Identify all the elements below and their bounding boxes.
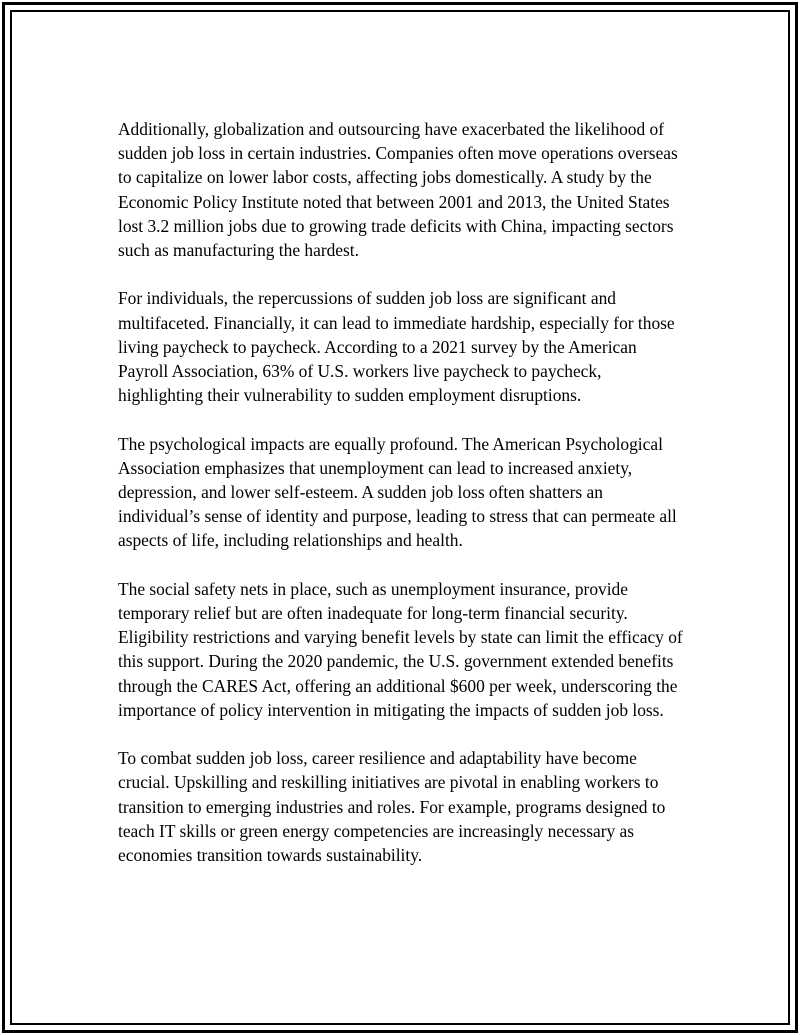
- paragraph-psychological-impacts: The psychological impacts are equally profound. The American Psychological Association emphasizes that unemployment can lead to increased anxiety, depression, and lower self-esteem. A sudden job loss often shatters an individual’s sense of identity and purpose, leading to stress that can permeate all aspects of life, including relationships and health.: [118, 433, 677, 551]
- paragraph-career-resilience: To combat sudden job loss, career resilience and adaptability have become crucial. Upskilling and reskilling initiatives are pivotal in enabling workers to transition to emerging industries and roles. For example, programs designed to teach IT skills or green energy competencies are increasingly necessary as economies transition towards sustainability.: [118, 748, 666, 866]
- paragraph-individual-repercussions: For individuals, the repercussions of sudden job loss are significant and multifaceted. Financially, it can lead to immediate hardship, especially for those living paycheck to paycheck. According to a 2021 survey by the American Payroll Association, 63% of U.S. workers live paycheck to paycheck, highlighting their vulnerability to sudden employment disruptions.: [118, 288, 675, 406]
- paragraph-social-safety-nets: The social safety nets in place, such as unemployment insurance, provide temporary relief but are often inadequate for long-term financial security. Eligibility restrictions and varying benefit levels by state can limit the efficacy of this support. During the 2020 pandemic, the U.S. government extended benefits through the CARES Act, offering an additional $600 per week, underscoring the importance of policy intervention in mitigating the impacts of sudden job loss.: [118, 578, 683, 720]
- document-body: [118, 117, 684, 891]
- paragraph-globalization: Additionally, globalization and outsourcing have exacerbated the likelihood of sudden job loss in certain industries. Companies often move operations overseas to capitalize on lower labor costs, affecting jobs domestically. A study by the Economic Policy Institute noted that between 2001 and 2013, the United States lost 3.2 million jobs due to growing trade deficits with China, impacting sectors such as manufacturing the hardest.: [118, 119, 678, 261]
